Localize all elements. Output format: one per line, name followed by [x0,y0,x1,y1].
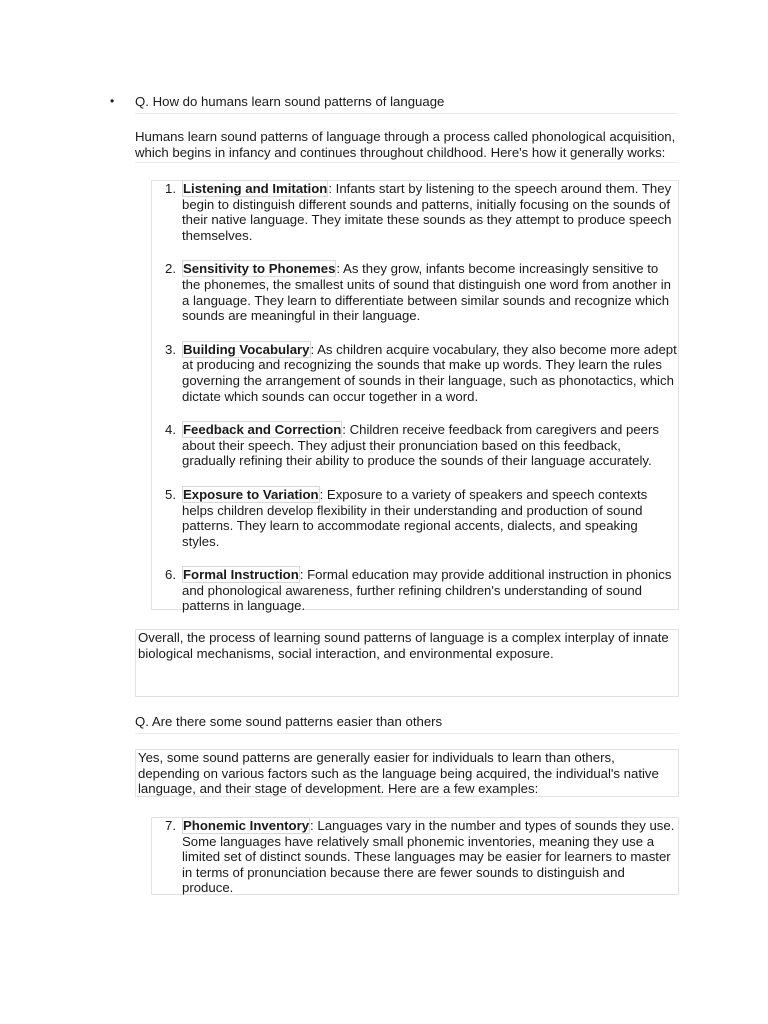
answer-2-list [154,818,678,896]
item-text: : As they grow, infants become increasingly sensitive to the phonemes, the smallest units of sound that distinguish one word from another in a language. They learn to differentiate between similar sounds and recognize which sounds are meaningful in their language. [182,261,671,324]
item-term: Listening and Imitation [183,181,328,196]
item-term: Phonemic Inventory [183,818,310,833]
bullet-icon: • [110,94,115,108]
item-term: Feedback and Correction [183,422,342,438]
list-item [154,567,678,614]
item-number: 7. [165,818,176,833]
question-2: Q. Are there some sound patterns easier than others [135,714,678,734]
item-number: 2. [165,261,176,277]
item-text: : As children acquire vocabulary, they also become more adept at producing and recognizing the sounds that make up words. They learn the rules governing the arrangement of sounds in their language, such as phonotactics, which dictate which sounds can occur together in a word. [182,341,677,404]
answer-1-list [154,181,678,614]
item-number: 6. [165,567,176,583]
question-1: Q. How do humans learn sound patterns of language [135,94,678,114]
item-number: 4. [165,422,176,438]
item-text: : Formal education may provide additional instruction in phonics and phonological awareness, further refining children's understanding of sound patterns in language. [182,567,672,614]
list-item [154,818,678,896]
item-text: : Exposure to a variety of speakers and speech contexts helps children develop flexibility in their understanding and production of sound patterns. They learn to accommodate regional accents, dialects, and speaking styles. [182,486,648,549]
answer-1-intro: Humans learn sound patterns of language through a process called phonological acquisition, which begins in infancy and continues throughout childhood. Here's how it generally works: [135,129,678,163]
item-term: Formal Instruction [183,567,299,583]
item-term: Exposure to Variation [183,486,319,502]
item-number: 1. [165,181,176,196]
item-text: : Languages vary in the number and types of sounds they use. Some languages have relatively small phonemic inventories, meaning they use a limited set of distinct sounds. These languages may be easier for learners to master in terms of pronunciation because there are fewer sounds to distinguish and produce. [182,818,675,896]
list-item [154,181,678,243]
answer-1-summary-box [135,629,679,697]
answer-1-summary: Overall, the process of learning sound patterns of language is a complex interplay of innate biological mechanisms, social interaction, and environmental exposure. [138,630,669,661]
item-number: 5. [165,486,176,502]
item-text: : Infants start by listening to the speech around them. They begin to distinguish different sounds and patterns, initially focusing on the sounds of their native language. They imitate these sounds as they attempt to produce speech themselves. [182,181,672,243]
item-number: 3. [165,341,176,357]
answer-1-list-box [151,180,679,614]
answer-2-list-box [151,817,679,895]
list-item [154,422,678,469]
question-1-row [110,94,680,114]
list-item [154,487,678,549]
item-term: Building Vocabulary [183,341,310,357]
list-item [154,342,678,404]
answer-2-intro: Yes, some sound patterns are generally easier for individuals to learn than others, depending on various factors such as the language being acquired, the individual's native language, and their stage of development. Here are a few examples: [138,750,659,797]
item-term: Sensitivity to Phonemes [183,261,336,277]
item-text: : Children receive feedback from caregivers and peers about their speech. They adjust their pronunciation based on this feedback, gradually refining their ability to produce the sounds of their language accurately. [182,422,659,469]
list-item [154,261,678,323]
answer-2-intro-box [135,749,679,797]
